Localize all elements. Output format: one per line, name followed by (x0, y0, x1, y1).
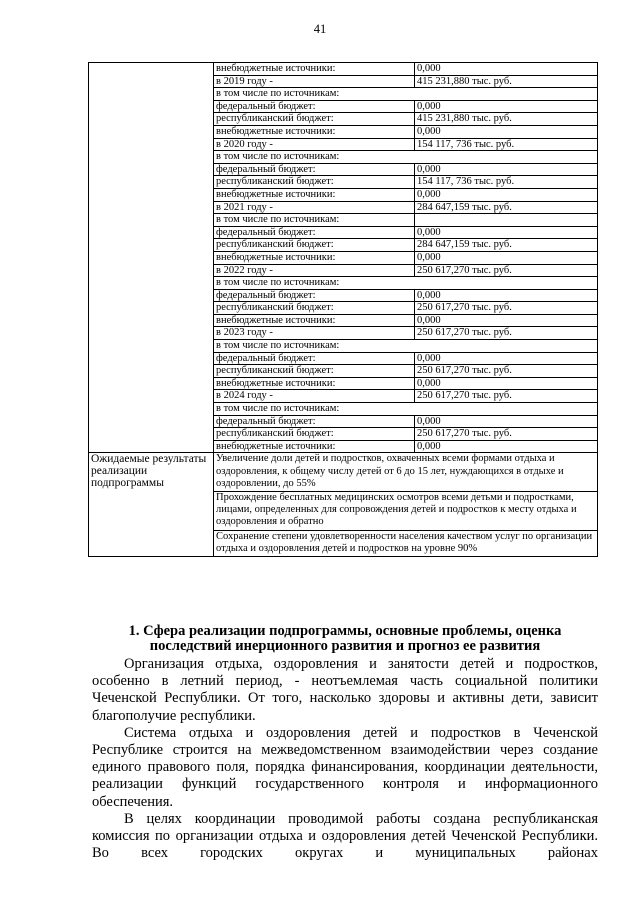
result-row (89, 453, 598, 492)
funding-value: 0,000 (415, 163, 598, 176)
funding-label: в 2022 году - (214, 264, 415, 277)
result-item: Сохранение степени удовлетворенности населения качеством услуг по организации отдыха и оздоровления детей и подростков на уровне 90% (214, 530, 598, 556)
funding-value: 0,000 (415, 352, 598, 365)
funding-value: 0,000 (415, 440, 598, 453)
funding-value: 250 617,270 тыс. руб. (415, 264, 598, 277)
funding-label: в 2023 году - (214, 327, 415, 340)
page-number: 41 (313, 22, 327, 36)
funding-label: республиканский бюджет: (214, 428, 415, 441)
funding-value: 415 231,880 тыс. руб. (415, 75, 598, 88)
funding-label: внебюджетные источники: (214, 377, 415, 390)
funding-value: 0,000 (415, 415, 598, 428)
funding-label: внебюджетные источники: (214, 63, 415, 76)
funding-label: республиканский бюджет: (214, 239, 415, 252)
funding-label: внебюджетные источники: (214, 314, 415, 327)
funding-value: 250 617,270 тыс. руб. (415, 390, 598, 403)
funding-label: федеральный бюджет: (214, 352, 415, 365)
funding-label: в том числе по источникам: (214, 403, 415, 416)
funding-value: 0,000 (415, 251, 598, 264)
funding-value: 154 117, 736 тыс. руб. (415, 176, 598, 189)
funding-value (415, 88, 598, 101)
funding-table (88, 62, 598, 557)
body-text (92, 656, 598, 862)
funding-value: 0,000 (415, 100, 598, 113)
funding-value: 250 617,270 тыс. руб. (415, 428, 598, 441)
paragraph-1: Организация отдыха, оздоровления и занятости детей и подростков, особенно в летний период, - неотъемлемая часть социальной политики Чеченской Республики. От того, насколько здоровы и активны дети, зависит благополучие республики. (92, 656, 598, 724)
funding-row (89, 63, 598, 76)
section-heading: 1. Сфера реализации подпрограммы, основные проблемы, оценка последствий инерционного развития и прогноз ее развития (128, 623, 562, 654)
funding-label: в 2024 году - (214, 390, 415, 403)
funding-value: 284 647,159 тыс. руб. (415, 201, 598, 214)
funding-label: в 2019 году - (214, 75, 415, 88)
funding-value (415, 340, 598, 353)
funding-label: в том числе по источникам: (214, 151, 415, 164)
funding-value: 0,000 (415, 125, 598, 138)
funding-value: 0,000 (415, 314, 598, 327)
funding-value: 284 647,159 тыс. руб. (415, 239, 598, 252)
funding-label: внебюджетные источники: (214, 251, 415, 264)
paragraph-3: В целях координации проводимой работы создана республиканская комиссия по организации отдыха и оздоровления детей Чеченской Республики. Во всех городских округах и муниципальных районах (92, 810, 598, 862)
funding-value: 250 617,270 тыс. руб. (415, 327, 598, 340)
funding-value (415, 403, 598, 416)
funding-label: федеральный бюджет: (214, 163, 415, 176)
funding-label: внебюджетные источники: (214, 188, 415, 201)
funding-value: 154 117, 736 тыс. руб. (415, 138, 598, 151)
funding-label: федеральный бюджет: (214, 415, 415, 428)
paragraph-2: Система отдыха и оздоровления детей и подростков в Чеченской Республике строится на межведомственном взаимодействии через создание единого правового поля, порядка финансирования, координации деятельности, реализации функций государственного контроля и информационного обеспечения. (92, 724, 598, 810)
funding-label: федеральный бюджет: (214, 289, 415, 302)
funding-label: федеральный бюджет: (214, 100, 415, 113)
funding-label-cell (89, 63, 214, 453)
funding-label: республиканский бюджет: (214, 176, 415, 189)
funding-value (415, 214, 598, 227)
funding-label: республиканский бюджет: (214, 365, 415, 378)
funding-value: 250 617,270 тыс. руб. (415, 302, 598, 315)
funding-label: в том числе по источникам: (214, 340, 415, 353)
funding-label: в 2020 году - (214, 138, 415, 151)
funding-label: внебюджетные источники: (214, 440, 415, 453)
funding-value: 250 617,270 тыс. руб. (415, 365, 598, 378)
funding-label: республиканский бюджет: (214, 113, 415, 126)
result-item: Увеличение доли детей и подростков, охваченных всеми формами отдыха и оздоровления, к общему числу детей от 6 до 15 лет, нуждающихся в отдыхе и оздоровлении, до 55% (214, 453, 598, 492)
funding-value: 0,000 (415, 289, 598, 302)
results-label-cell: Ожидаемые результаты реализации подпрограммы (89, 453, 214, 557)
funding-table-body (89, 63, 598, 557)
funding-value: 0,000 (415, 188, 598, 201)
funding-label: в том числе по источникам: (214, 277, 415, 290)
funding-label: федеральный бюджет: (214, 226, 415, 239)
funding-label: внебюджетные источники: (214, 125, 415, 138)
funding-value: 415 231,880 тыс. руб. (415, 113, 598, 126)
funding-value (415, 151, 598, 164)
funding-value: 0,000 (415, 226, 598, 239)
funding-label: в 2021 году - (214, 201, 415, 214)
funding-value: 0,000 (415, 63, 598, 76)
result-item: Прохождение бесплатных медицинских осмотров всеми детьми и подростками, лицами, определенных для сопровождения детей и подростков к месту отдыха и оздоровления и обратно (214, 492, 598, 531)
funding-label: в том числе по источникам: (214, 88, 415, 101)
funding-value (415, 277, 598, 290)
funding-value: 0,000 (415, 377, 598, 390)
funding-label: республиканский бюджет: (214, 302, 415, 315)
funding-label: в том числе по источникам: (214, 214, 415, 227)
